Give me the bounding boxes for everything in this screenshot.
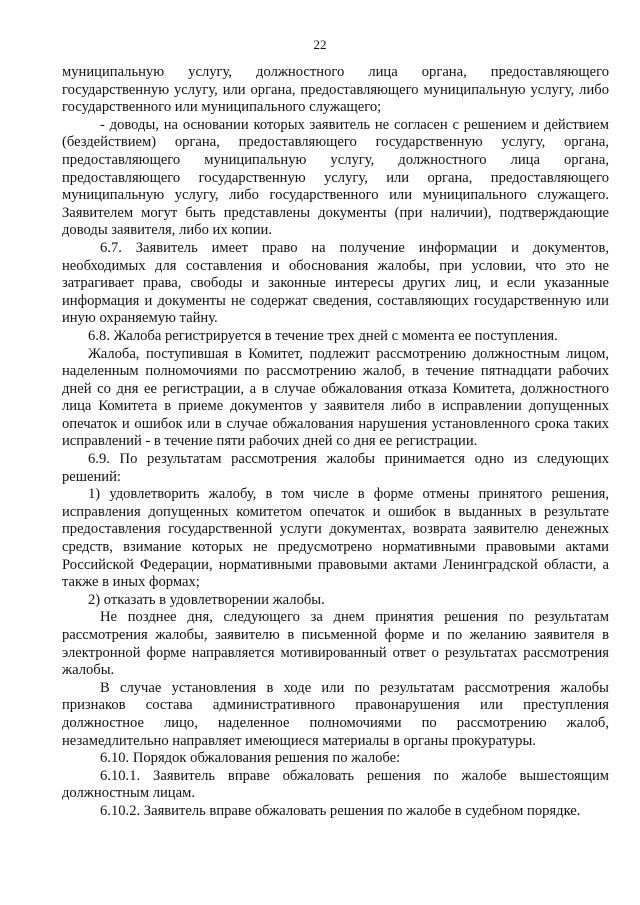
paragraph-6-9: 6.9. По результатам рассмотрения жалобы принимается одно из следующих решений: bbox=[62, 451, 609, 485]
page-number: 22 bbox=[313, 37, 327, 52]
paragraph-decision-1: 1) удовлетворить жалобу, в том числе в форме отмены принятого решения, исправления допущенных комитетом опечаток и ошибок в выданных в результате предоставления государственной услуги документах, возврата заявителю денежных средств, взимание которых не предусмотрено нормативными правовыми актами Российской Федерации, нормативными правовыми актами Ленинградской области, а также в иных формах; bbox=[62, 486, 609, 591]
paragraph-6-7: 6.7. Заявитель имеет право на получение информации и документов, необходимых для составления и обоснования жалобы, при условии, что это не затрагивает права, свободы и законные интересы других лиц, и если указанные информация и документы не содержат сведения, составляющих государственную или иную охраняемую тайну. bbox=[62, 239, 609, 327]
paragraph-6-10-1: 6.10.1. Заявитель вправе обжаловать решения по жалобе вышестоящим должностным лицам. bbox=[62, 767, 609, 802]
paragraph-6-10: 6.10. Порядок обжалования решения по жалобе: bbox=[100, 750, 401, 767]
paragraph-decision-2: 2) отказать в удовлетворении жалобы. bbox=[88, 591, 325, 608]
paragraph-6-8: 6.8. Жалоба регистрируется в течение трех дней с момента ее поступления. bbox=[88, 327, 558, 344]
paragraph-response: Не позднее дня, следующего за днем принятия решения по результатам рассмотрения жалобы, заявителю в письменной форме и по желанию заявителя в электронной форме направляется мотивированный ответ о результатах рассмотрения жалобы. bbox=[62, 609, 609, 679]
paragraph-prosecution: В случае установления в ходе или по результатам рассмотрения жалобы признаков состава административного правонарушения или преступления должностное лицо, наделенное полномочиями по рассмотрению жалоб, незамедлительно направляет имеющиеся материалы в органы прокуратуры. bbox=[62, 679, 609, 749]
document-body bbox=[62, 64, 609, 821]
paragraph-6-10-2: 6.10.2. Заявитель вправе обжаловать решения по жалобе в судебном порядке. bbox=[100, 802, 581, 819]
paragraph-arguments: - доводы, на основании которых заявитель не согласен с решением и действием (бездействием) органа, предоставляющего государственную услугу, органа, предоставляющего муниципальную услугу, должностного лица органа, предоставляющего государственную услугу, или органа, предоставляющего муниципальную услугу, либо государственного или муниципального служащего. Заявителем могут быть представлены документы (при наличии), подтверждающие доводы заявителя, либо их копии. bbox=[62, 116, 609, 239]
paragraph-complaint-review: Жалоба, поступившая в Комитет, подлежит рассмотрению должностным лицом, наделенным полномочиями по рассмотрению жалоб, в течение пятнадцати рабочих дней со дня ее регистрации, а в случае обжалования отказа Комитета, должностного лица Комитета в приеме документов у заявителя либо в исправлении допущенных опечаток и ошибок или в случае обжалования нарушения установленного срока таких исправлений - в течение пяти рабочих дней со дня ее регистрации. bbox=[62, 345, 609, 450]
paragraph-continuation: муниципальную услугу, должностного лица органа, предоставляющего государственную услугу, или органа, предоставляющего муниципальную услугу, либо государственного или муниципального служащего; bbox=[62, 64, 609, 116]
